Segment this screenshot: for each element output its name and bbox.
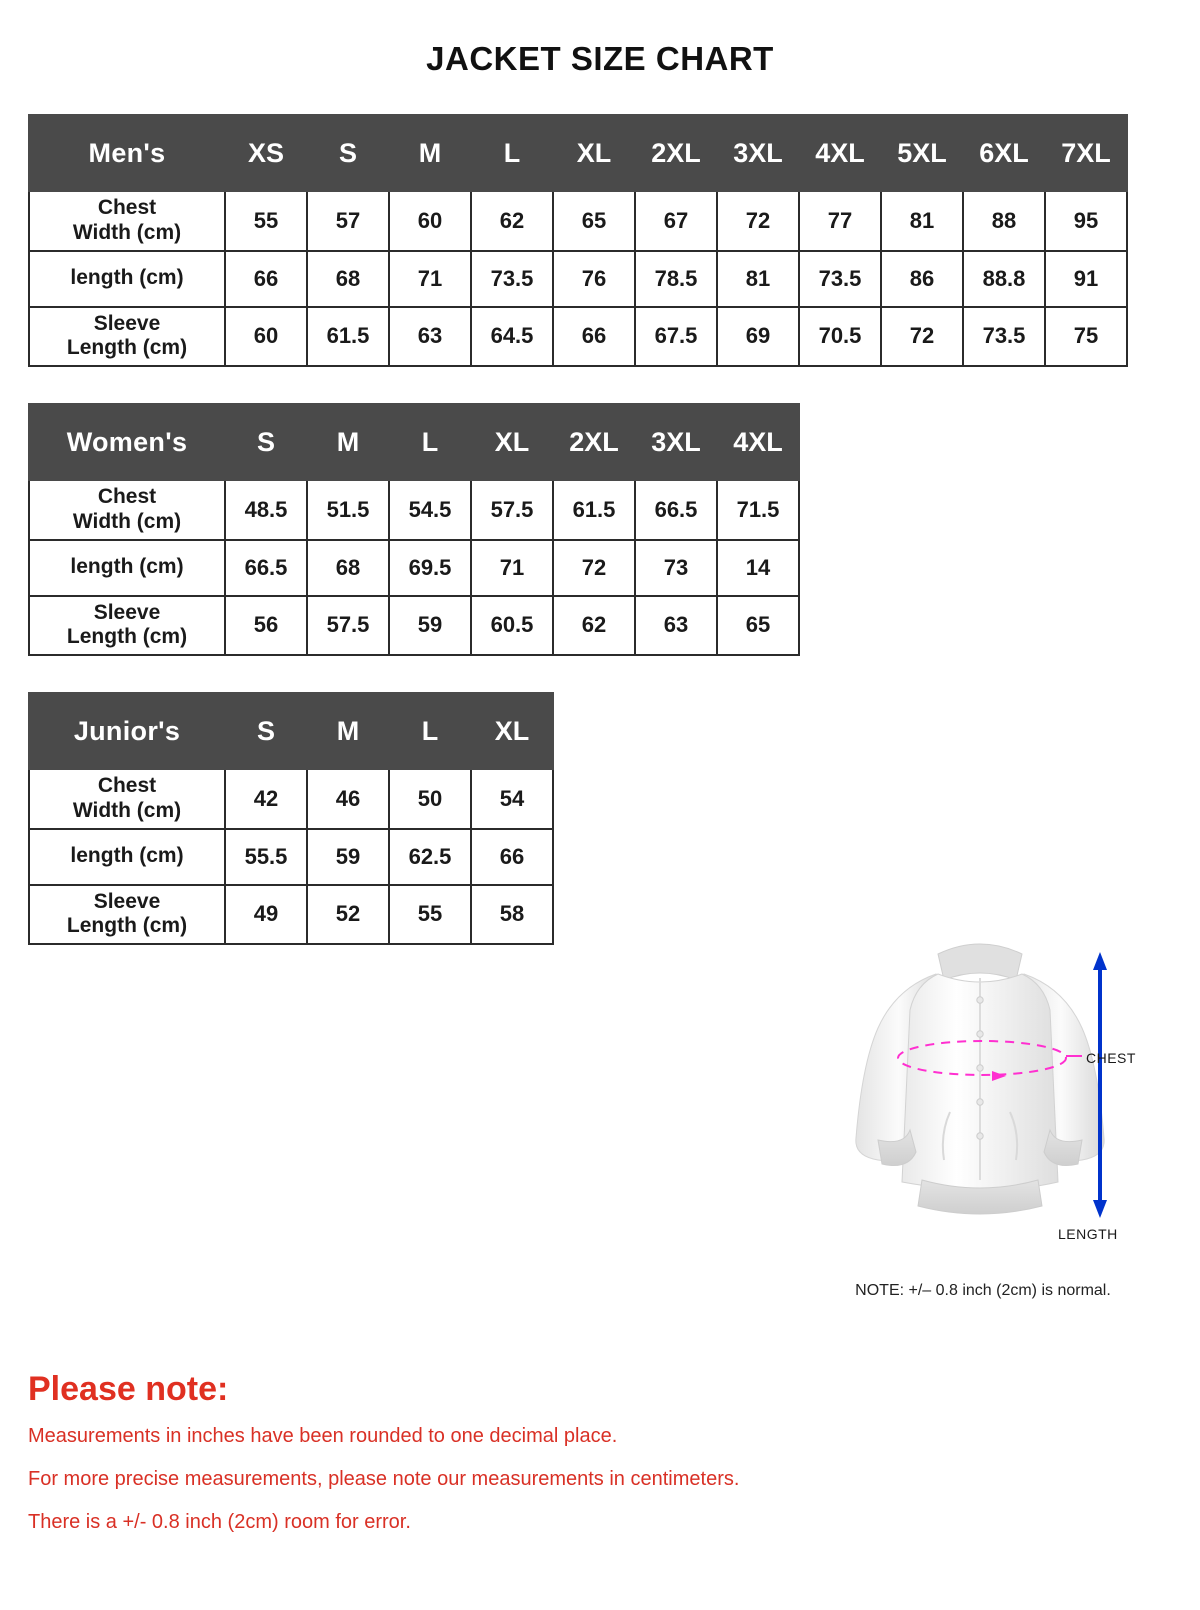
table-cell: 50 bbox=[389, 769, 471, 829]
table-cell: 77 bbox=[799, 191, 881, 251]
table-cell: 58 bbox=[471, 885, 553, 945]
table-cell: 72 bbox=[881, 307, 963, 367]
table-cell: 66 bbox=[553, 307, 635, 367]
juniors-header-cell: Junior's bbox=[29, 693, 225, 769]
table-row bbox=[29, 596, 799, 656]
table-header-row bbox=[29, 404, 799, 480]
table-cell: 71.5 bbox=[717, 480, 799, 540]
table-row bbox=[29, 829, 553, 885]
mens-header-cell: XS bbox=[225, 115, 307, 191]
table-cell: 62 bbox=[471, 191, 553, 251]
table-cell: 52 bbox=[307, 885, 389, 945]
womens-header-cell: S bbox=[225, 404, 307, 480]
womens-header-cell: 2XL bbox=[553, 404, 635, 480]
mens-header-cell: Men's bbox=[29, 115, 225, 191]
mens-header-cell: XL bbox=[553, 115, 635, 191]
table-cell: 72 bbox=[553, 540, 635, 596]
table-cell: 68 bbox=[307, 251, 389, 307]
chest-label: CHEST bbox=[1086, 1050, 1136, 1066]
tables-container bbox=[0, 114, 1200, 945]
table-cell: 59 bbox=[307, 829, 389, 885]
table-cell: 66 bbox=[225, 251, 307, 307]
table-cell: 65 bbox=[717, 596, 799, 656]
table-cell: 81 bbox=[717, 251, 799, 307]
table-cell: 67.5 bbox=[635, 307, 717, 367]
table-cell: 14 bbox=[717, 540, 799, 596]
table-cell: 49 bbox=[225, 885, 307, 945]
table-cell: 54 bbox=[471, 769, 553, 829]
table-cell: 54.5 bbox=[389, 480, 471, 540]
juniors-header-cell: S bbox=[225, 693, 307, 769]
table-row bbox=[29, 885, 553, 945]
table-cell: 51.5 bbox=[307, 480, 389, 540]
table-cell: 73.5 bbox=[963, 307, 1045, 367]
jacket-image bbox=[810, 930, 1136, 1250]
table-cell: 72 bbox=[717, 191, 799, 251]
table-row bbox=[29, 540, 799, 596]
table-cell: 62 bbox=[553, 596, 635, 656]
table-cell: 71 bbox=[389, 251, 471, 307]
table-cell: 59 bbox=[389, 596, 471, 656]
measurement-illustration bbox=[790, 930, 1170, 1330]
womens-header-cell: 4XL bbox=[717, 404, 799, 480]
juniors-header-cell: M bbox=[307, 693, 389, 769]
table-row bbox=[29, 769, 553, 829]
mens-header-cell: 2XL bbox=[635, 115, 717, 191]
table-cell: 60 bbox=[225, 307, 307, 367]
page-title: JACKET SIZE CHART bbox=[426, 40, 774, 77]
table-cell: 71 bbox=[471, 540, 553, 596]
womens-header-cell: L bbox=[389, 404, 471, 480]
juniors-header-cell: L bbox=[389, 693, 471, 769]
juniors-size-table bbox=[28, 692, 554, 945]
length-label: LENGTH bbox=[1058, 1226, 1118, 1242]
mens-size-table bbox=[28, 114, 1128, 367]
juniors-header-cell: XL bbox=[471, 693, 553, 769]
row-label: Sleeve Length (cm) bbox=[29, 596, 225, 656]
table-cell: 56 bbox=[225, 596, 307, 656]
table-cell: 66.5 bbox=[635, 480, 717, 540]
table-cell: 73.5 bbox=[471, 251, 553, 307]
mens-header-cell: 7XL bbox=[1045, 115, 1127, 191]
row-label: Sleeve Length (cm) bbox=[29, 885, 225, 945]
table-cell: 57.5 bbox=[471, 480, 553, 540]
womens-header-cell: Women's bbox=[29, 404, 225, 480]
table-cell: 73 bbox=[635, 540, 717, 596]
womens-header-cell: 3XL bbox=[635, 404, 717, 480]
table-row bbox=[29, 307, 1127, 367]
table-cell: 88 bbox=[963, 191, 1045, 251]
row-label: length (cm) bbox=[29, 540, 225, 596]
please-note-line: There is a +/- 0.8 inch (2cm) room for error. bbox=[28, 1511, 411, 1533]
illustration-note: NOTE: +/– 0.8 inch (2cm) is normal. bbox=[855, 1282, 1111, 1299]
table-cell: 42 bbox=[225, 769, 307, 829]
table-cell: 61.5 bbox=[553, 480, 635, 540]
table-row bbox=[29, 480, 799, 540]
please-note-section bbox=[28, 1370, 1168, 1554]
table-cell: 66.5 bbox=[225, 540, 307, 596]
table-cell: 69 bbox=[717, 307, 799, 367]
table-cell: 68 bbox=[307, 540, 389, 596]
row-label: Sleeve Length (cm) bbox=[29, 307, 225, 367]
table-cell: 55.5 bbox=[225, 829, 307, 885]
table-cell: 65 bbox=[553, 191, 635, 251]
table-cell: 46 bbox=[307, 769, 389, 829]
table-cell: 88.8 bbox=[963, 251, 1045, 307]
womens-size-table bbox=[28, 403, 800, 656]
table-cell: 81 bbox=[881, 191, 963, 251]
table-row bbox=[29, 251, 1127, 307]
table-cell: 62.5 bbox=[389, 829, 471, 885]
table-cell: 86 bbox=[881, 251, 963, 307]
table-cell: 60 bbox=[389, 191, 471, 251]
table-cell: 69.5 bbox=[389, 540, 471, 596]
table-row bbox=[29, 191, 1127, 251]
mens-header-cell: S bbox=[307, 115, 389, 191]
jacket-svg bbox=[810, 930, 1150, 1260]
please-note-line: For more precise measurements, please note our measurements in centimeters. bbox=[28, 1468, 740, 1490]
table-header-row bbox=[29, 115, 1127, 191]
mens-header-cell: L bbox=[471, 115, 553, 191]
womens-header-cell: XL bbox=[471, 404, 553, 480]
table-cell: 66 bbox=[471, 829, 553, 885]
table-cell: 67 bbox=[635, 191, 717, 251]
table-cell: 55 bbox=[389, 885, 471, 945]
mens-header-cell: M bbox=[389, 115, 471, 191]
mens-header-cell: 6XL bbox=[963, 115, 1045, 191]
please-note-heading: Please note: bbox=[28, 1370, 229, 1408]
row-label: length (cm) bbox=[29, 829, 225, 885]
mens-header-cell: 4XL bbox=[799, 115, 881, 191]
mens-header-cell: 3XL bbox=[717, 115, 799, 191]
table-cell: 48.5 bbox=[225, 480, 307, 540]
table-cell: 76 bbox=[553, 251, 635, 307]
row-label: Chest Width (cm) bbox=[29, 191, 225, 251]
table-header-row bbox=[29, 693, 553, 769]
mens-header-cell: 5XL bbox=[881, 115, 963, 191]
table-cell: 63 bbox=[635, 596, 717, 656]
table-cell: 95 bbox=[1045, 191, 1127, 251]
please-note-line: Measurements in inches have been rounded to one decimal place. bbox=[28, 1425, 618, 1447]
table-cell: 61.5 bbox=[307, 307, 389, 367]
table-cell: 60.5 bbox=[471, 596, 553, 656]
row-label: Chest Width (cm) bbox=[29, 480, 225, 540]
table-cell: 91 bbox=[1045, 251, 1127, 307]
table-cell: 55 bbox=[225, 191, 307, 251]
row-label: Chest Width (cm) bbox=[29, 769, 225, 829]
table-cell: 75 bbox=[1045, 307, 1127, 367]
table-cell: 73.5 bbox=[799, 251, 881, 307]
row-label: length (cm) bbox=[29, 251, 225, 307]
womens-header-cell: M bbox=[307, 404, 389, 480]
table-cell: 57 bbox=[307, 191, 389, 251]
table-cell: 57.5 bbox=[307, 596, 389, 656]
table-cell: 63 bbox=[389, 307, 471, 367]
table-cell: 64.5 bbox=[471, 307, 553, 367]
table-cell: 78.5 bbox=[635, 251, 717, 307]
table-cell: 70.5 bbox=[799, 307, 881, 367]
